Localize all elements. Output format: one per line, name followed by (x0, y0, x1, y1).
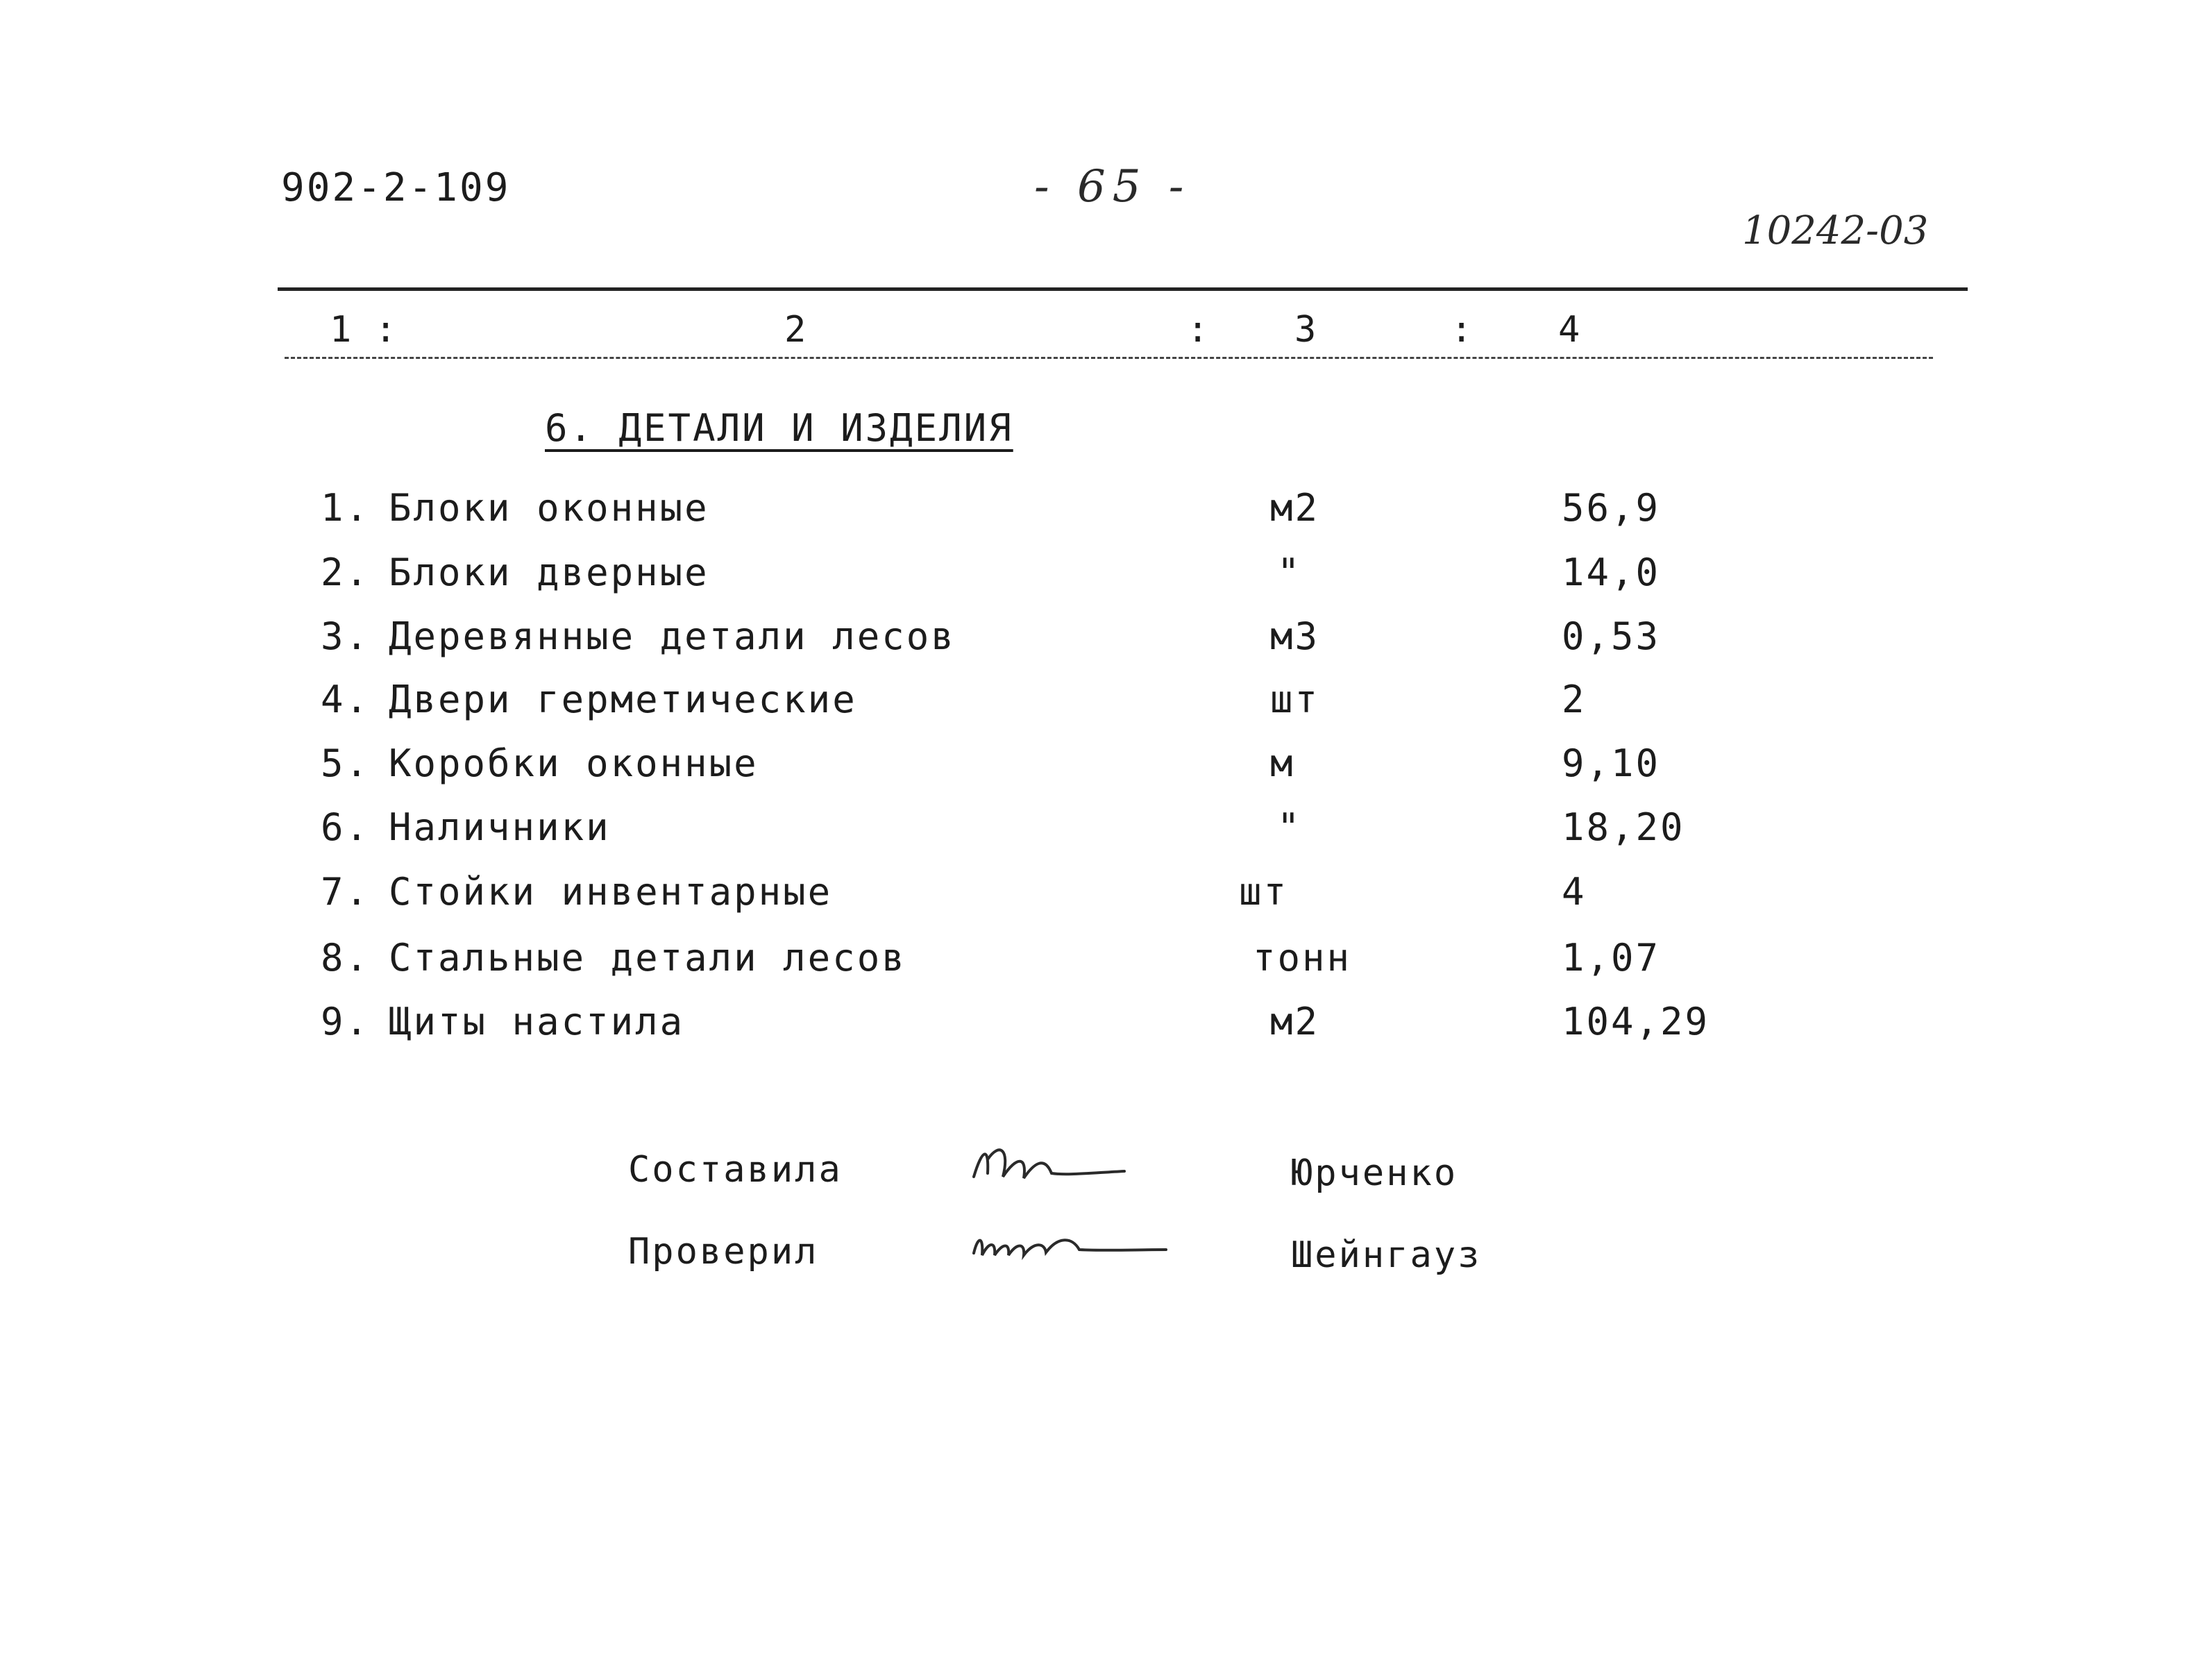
column-header-1: 1 (330, 309, 354, 351)
sheet-code: 10242-03 (1742, 208, 1929, 253)
page-number: - 65 - (1034, 161, 1191, 212)
handwritten-signature (968, 1135, 1128, 1198)
column-header-4: 4 (1558, 309, 1582, 351)
item-name: Щиты настила (389, 1000, 685, 1043)
column-header-2: 2 (784, 309, 809, 351)
list-item (0, 1000, 2212, 1055)
table-top-rule (278, 287, 1968, 291)
column-header-3: 3 (1294, 309, 1319, 351)
signature-role: Составила (628, 1149, 843, 1191)
list-item (0, 486, 2212, 542)
item-name: Блоки оконные (389, 486, 709, 530)
item-number: 1. (321, 486, 371, 530)
list-item (0, 870, 2212, 925)
list-item (0, 805, 2212, 861)
item-unit: м2 (1270, 486, 1320, 530)
item-unit: шт (1239, 870, 1289, 914)
item-quantity: 2 (1562, 678, 1587, 721)
item-number: 2. (321, 551, 371, 594)
item-quantity: 104,29 (1562, 1000, 1710, 1043)
item-unit: м (1270, 741, 1295, 785)
item-name: Наличники (389, 805, 611, 849)
handwritten-signature (968, 1222, 1170, 1270)
column-separator: : (1451, 309, 1475, 351)
table-header-bottom-rule (285, 357, 1933, 359)
document-code: 902-2-109 (281, 165, 511, 210)
list-item (0, 936, 2212, 991)
item-unit: шт (1270, 678, 1320, 721)
item-quantity: 4 (1562, 870, 1587, 914)
item-quantity: 0,53 (1562, 614, 1661, 658)
item-number: 7. (321, 870, 371, 914)
list-item (0, 741, 2212, 797)
item-quantity: 9,10 (1562, 741, 1661, 785)
item-quantity: 18,20 (1562, 805, 1685, 849)
item-name: Стальные детали лесов (389, 936, 906, 980)
signatory-name: Шейнгауз (1291, 1234, 1482, 1276)
item-name: Деревянные детали лесов (389, 614, 956, 658)
item-name: Блоки дверные (389, 551, 709, 594)
item-number: 4. (321, 678, 371, 721)
item-number: 8. (321, 936, 371, 980)
section-title: 6. ДЕТАЛИ И ИЗДЕЛИЯ (545, 406, 1013, 450)
item-unit: " (1277, 551, 1302, 594)
list-item (0, 614, 2212, 670)
item-number: 6. (321, 805, 371, 849)
item-name: Коробки оконные (389, 741, 759, 785)
item-number: 3. (321, 614, 371, 658)
item-unit: м3 (1270, 614, 1320, 658)
item-quantity: 14,0 (1562, 551, 1661, 594)
signature-role: Проверил (628, 1231, 819, 1273)
item-quantity: 1,07 (1562, 936, 1661, 980)
signatory-name: Юрченко (1291, 1152, 1458, 1194)
item-unit: м2 (1270, 1000, 1320, 1043)
column-separator: : (375, 309, 399, 351)
item-name: Двери герметические (389, 678, 857, 721)
item-quantity: 56,9 (1562, 486, 1661, 530)
list-item (0, 551, 2212, 606)
item-unit: тонн (1253, 936, 1352, 980)
item-number: 9. (321, 1000, 371, 1043)
item-unit: " (1277, 805, 1302, 849)
item-name: Стойки инвентарные (389, 870, 833, 914)
column-separator: : (1187, 309, 1211, 351)
item-number: 5. (321, 741, 371, 785)
list-item (0, 678, 2212, 733)
